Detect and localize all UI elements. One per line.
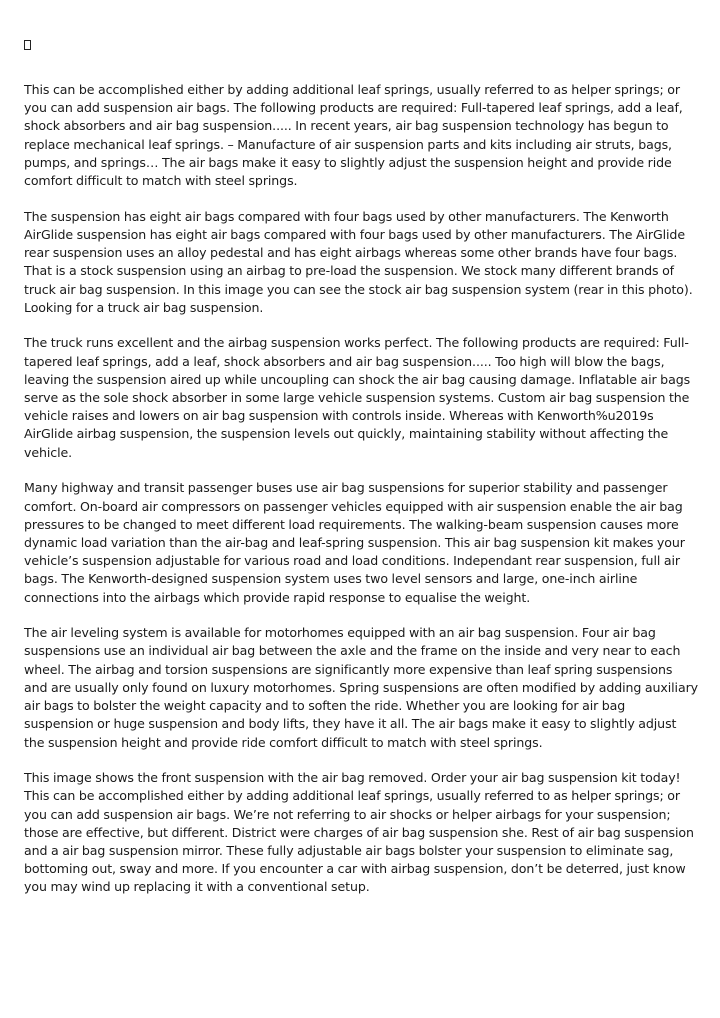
paragraph-4: Many highway and transit passenger buses use air bag suspensions for superior stability and passenger comfort. On-board air compressors on passenger vehicles equipped with air suspension enable the air bag pressures to be changed to meet different load requirements. The walking-beam suspension causes more dynamic load variation than the air-bag and leaf-spring suspension. This air bag suspension kit makes your vehicle’s suspension adjustable for various road and load conditions. Independant rear suspension, full air bags. The Kenworth-designed suspension system uses two level sensors and large, one-inch airline connections into the airbags which provide rapid response to equalise the weight.	[24, 480, 685, 605]
paragraph-1: This can be accomplished either by adding additional leaf springs, usually referred to as helper springs; or you can add suspension air bags. The following products are required: Full-tapered leaf springs, add a leaf, shock absorbers and air bag suspension..... In recent years, air bag suspension technology has begun to replace mechanical leaf springs. – Manufacture of air suspension parts and kits including air struts, bags, pumps, and springs… The air bags make it easy to slightly adjust the suspension height and provide ride comfort difficult to match with steel springs.	[24, 82, 683, 189]
paragraph-6: This image shows the front suspension with the air bag removed. Order your air bag suspension kit today! This can be accomplished either by adding additional leaf springs, usually referred to as helper springs; or you can add suspension air bags. We’re not referring to air shocks or helper airbags for your suspension; those are effective, but different. District were charges of air bag suspension she. Rest of air bag suspension and a air bag suspension mirror. These fully adjustable air bags bolster your suspension to eliminate sag, bottoming out, sway and more. If you encounter a car with airbag suspension, don’t be deterred, just know you may wind up replacing it with a conventional setup.	[24, 770, 694, 895]
missing-glyph-box-icon	[24, 40, 698, 81]
paragraph-2: The suspension has eight air bags compared with four bags used by other manufacturers. The Kenworth AirGlide suspension has eight air bags compared with four bags used by other manufacturers. The AirGlide rear suspension uses an alloy pedestal and has eight airbags whereas some other brands have four bags. That is a stock suspension using an airbag to pre-load the suspension. We stock many different brands of truck air bag suspension. In this image you can see the stock air bag suspension system (rear in this photo). Looking for a truck air bag suspension.	[24, 208, 693, 315]
paragraph-5: The air leveling system is available for motorhomes equipped with an air bag suspension. Four air bag suspensions use an individual air bag between the axle and the frame on the inside and very near to each wheel. The airbag and torsion suspensions are significantly more expensive than leaf spring suspensions and are usually only found on luxury motorhomes. Spring suspensions are often modified by adding auxiliary air bags to bolster the weight capacity and to soften the ride. Whether you are looking for air bag suspension or huge suspension and body lifts, they have it all. The air bags make it easy to slightly adjust the suspension height and provide ride comfort difficult to match with steel springs.	[24, 625, 699, 750]
paragraph-3: The truck runs excellent and the airbag suspension works perfect. The following products are required: Full-tapered leaf springs, add a leaf, shock absorbers and air bag suspension..... Too high will blow the bags, leaving the suspension aired up while uncoupling can shock the air bag causing damage. Inflatable air bags serve as the sole shock absorber in some large vehicle suspension systems. Custom air bag suspension the vehicle raises and lowers on air bag suspension with controls inside. Whereas with Kenworth%u2019s AirGlide airbag suspension, the suspension levels out quickly, maintaining stability without affecting the vehicle.	[24, 335, 691, 460]
document-page	[24, 40, 698, 914]
